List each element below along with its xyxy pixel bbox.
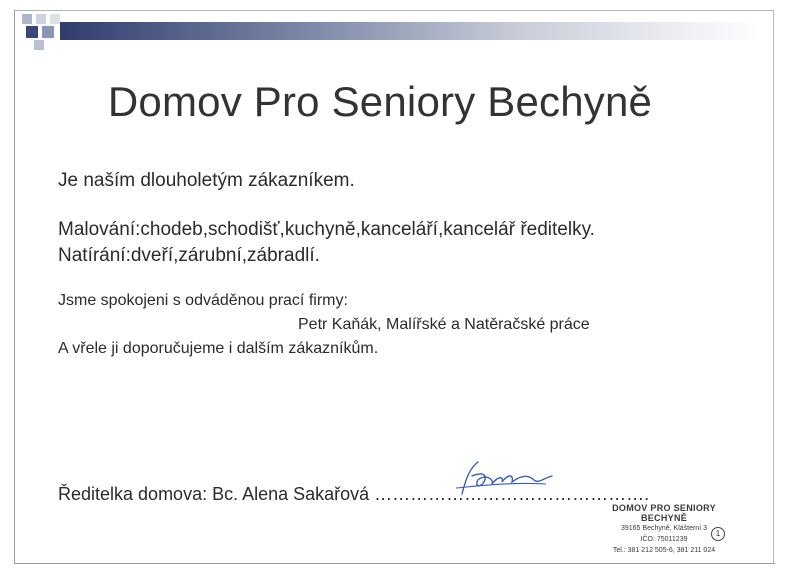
stamp-ico: IČO: 75011239	[640, 536, 688, 543]
deco-square	[26, 26, 38, 38]
deco-square	[42, 26, 54, 38]
signature-line: Ředitelka domova: Bc. Alena Sakařová ……………………………………….	[58, 484, 650, 504]
deco-square	[36, 14, 46, 24]
stamp-tel: Tel.: 381 212 505-6, 381 211 024	[612, 547, 716, 554]
deco-square	[34, 40, 44, 50]
body-line-1: Je naším dlouholetým zákazníkem.	[58, 170, 355, 191]
deco-square	[50, 14, 60, 24]
body-line-5: Petr Kaňák, Malířské a Natěračské práce	[298, 316, 590, 333]
stamp-number-badge: 1	[711, 527, 725, 541]
deco-square	[22, 14, 32, 24]
body-line-2: Malování:chodeb,schodišť,kuchyně,kanceláří,kancelář ředitelky.	[58, 219, 595, 240]
body-line-3: Natírání:dveří,zárubní,zábradlí.	[58, 245, 320, 266]
document-title: Domov Pro Seniory Bechyně	[107, 78, 653, 125]
stamp-name: DOMOV PRO SENIORY BECHYNĚ	[612, 503, 716, 523]
stamp-address: 39165 Bechyně, Klášterní 3	[620, 525, 707, 532]
body-line-4: Jsme spokojeni s odváděnou prací firmy:	[58, 292, 348, 309]
body-line-6: A vřele ji doporučujeme i dalším zákazníkům.	[58, 340, 379, 357]
handwritten-signature	[448, 458, 558, 500]
header-gradient-band	[60, 22, 760, 40]
